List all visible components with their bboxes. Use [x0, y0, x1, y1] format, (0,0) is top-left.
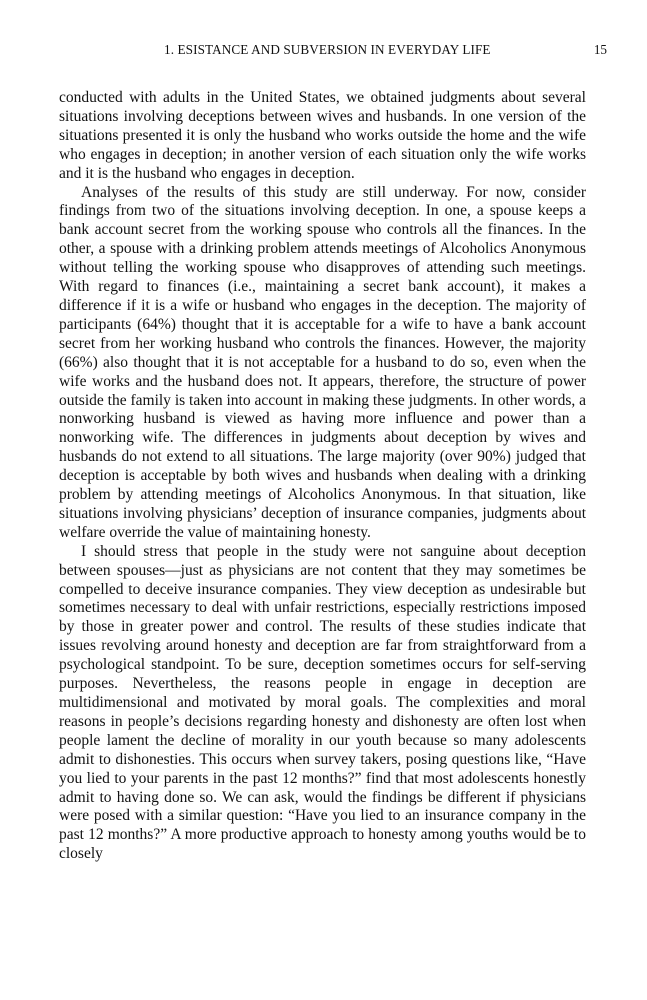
body-text: [59, 89, 586, 864]
paragraph-analyses: Analyses of the results of this study are still underway. For now, consider findings from two of the situations involving deception. In one, a spouse keeps a bank account secret from the working spouse who controls all the finances. In the other, a spouse with a drinking problem attends meetings of Alcoholics Anonymous without telling the working spouse who disapproves of attending such meetings. With regard to finances (i.e., maintaining a secret bank account), it makes a difference if it is a wife or husband who engages in the deception. The majority of participants (64%) thought that it is acceptable for a wife to have a bank account secret from her working husband who controls the finances. However, the majority (66%) also thought that it is not acceptable for a husband to do so, even when the wife works and the husband does not. It appears, therefore, the structure of power outside the family is taken into account in making these judgments. In other words, a nonworking husband is viewed as having more influence and power than a nonworking wife. The differences in judgments about deception by wives and husbands do not extend to all situations. The large majority (over 90%) judged that deception is acceptable by both wives and husbands when dealing with a drinking problem by attending meetings of Alcoholics Anonymous. In that situation, like situations involving physicians’ deception of insurance companies, judgments about welfare override the value of maintaining honesty.: [59, 183, 586, 541]
paragraph-continuation: conducted with adults in the United States, we obtained judgments about several situations involving deceptions between wives and husbands. In one version of the situations presented it is only the husband who works outside the home and the wife who engages in deception; in another version of each situation only the wife works and it is the husband who engages in deception.: [59, 89, 586, 182]
page-number: 15: [593, 42, 607, 57]
paragraph-stress: I should stress that people in the study were not sanguine about deception between spouses—just as physicians are not content that they may sometimes be compelled to deceive insurance companies. They view deception as undesirable but sometimes necessary to deal with unfair restrictions, especially restrictions imposed by those in greater power and control. The results of these studies indicate that issues revolving around honesty and deception are far from straightforward from a psychological standpoint. To be sure, deception sometimes occurs for self-serving purposes. Nevertheless, the reasons people in engage in deception are multidimensional and motivated by moral goals. The complexities and moral reasons in people’s decisions regarding honesty and dishonesty are often lost when people lament the decline of morality in our youth because so many adolescents admit to dishonesties. This occurs when survey takers, posing questions like, “Have you lied to your parents in the past 12 months?” find that most adolescents honestly admit to having done so. We can ask, would the findings be different if physicians were posed with a similar question: “Have you lied to an insurance company in the past 12 months?” A more productive approach to honesty among youths would be to closely: [59, 542, 586, 863]
running-head: [59, 40, 607, 60]
running-head-title: 1. ESISTANCE AND SUBVERSION IN EVERYDAY LIFE: [164, 42, 491, 57]
